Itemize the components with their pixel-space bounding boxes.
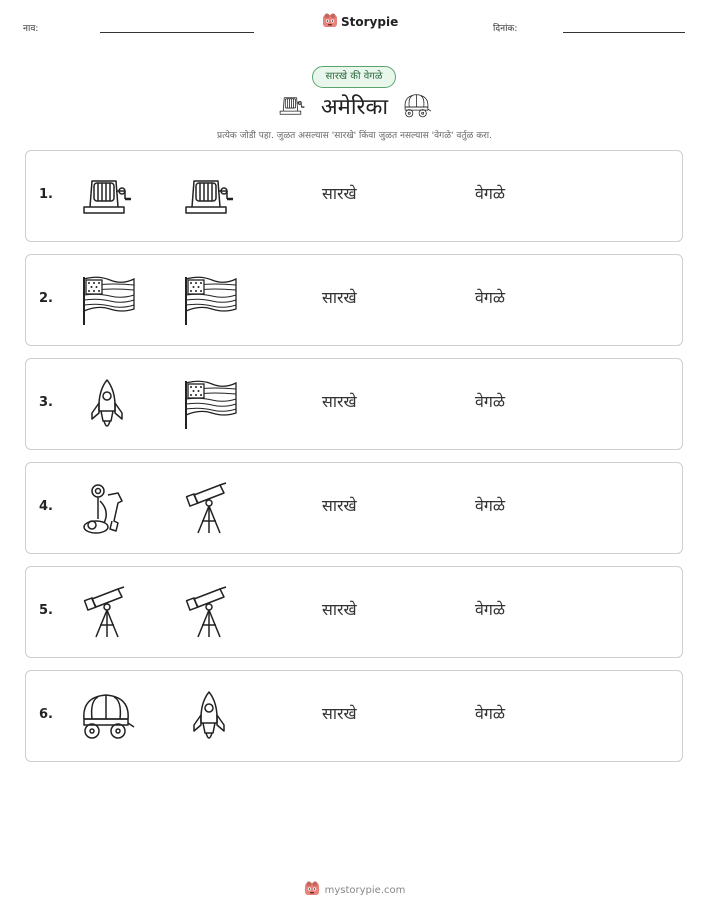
question-row <box>25 358 683 450</box>
option-same[interactable]: सारखे <box>322 496 357 515</box>
telescope-icon <box>180 481 238 537</box>
telescope-icon <box>180 585 238 641</box>
option-same[interactable]: सारखे <box>322 184 357 203</box>
us-flag-icon <box>180 273 238 329</box>
winch-icon <box>78 169 136 225</box>
option-different[interactable]: वेगळे <box>475 600 506 619</box>
storypie-logo-icon <box>322 12 338 32</box>
left-picture <box>78 377 136 433</box>
winch-icon <box>277 91 307 121</box>
question-row <box>25 254 683 346</box>
right-picture <box>180 169 238 225</box>
storypie-logo-icon <box>304 880 320 900</box>
option-same[interactable]: सारखे <box>322 704 357 723</box>
brand-name: Storypie <box>341 15 399 29</box>
option-same[interactable]: सारखे <box>322 600 357 619</box>
us-flag-icon <box>180 377 238 433</box>
left-picture <box>78 689 136 745</box>
option-same[interactable]: सारखे <box>322 288 357 307</box>
storypie-logo-icon <box>304 880 320 896</box>
page-title: अमेरिका <box>320 95 389 120</box>
question-number: 3. <box>39 395 53 410</box>
left-picture <box>78 169 136 225</box>
option-different[interactable]: वेगळे <box>475 704 506 723</box>
telescope-icon <box>78 585 136 641</box>
right-picture <box>180 689 238 745</box>
right-picture <box>180 481 238 537</box>
question-number: 4. <box>39 499 53 514</box>
question-number: 6. <box>39 707 53 722</box>
left-picture <box>78 585 136 641</box>
option-different[interactable]: वेगळे <box>475 392 506 411</box>
storypie-logo-icon <box>322 12 338 28</box>
worksheet-type-badge: सारखे की वेगळे <box>312 66 396 88</box>
name-label: नाव: <box>23 24 39 34</box>
question-number: 2. <box>39 291 53 306</box>
footer-site[interactable]: mystorypie.com <box>324 884 406 896</box>
us-flag-icon <box>78 273 136 329</box>
brand-logo <box>322 12 398 32</box>
option-different[interactable]: वेगळे <box>475 288 506 307</box>
option-same[interactable]: सारखे <box>322 392 357 411</box>
footer <box>0 880 709 900</box>
date-label: दिनांक: <box>493 24 518 34</box>
title-right-icon <box>402 91 432 121</box>
right-picture <box>180 273 238 329</box>
date-field-line[interactable] <box>563 32 685 33</box>
name-field-line[interactable] <box>100 32 254 33</box>
covered-wagon-icon <box>78 689 136 745</box>
question-row <box>25 462 683 554</box>
question-row <box>25 670 683 762</box>
question-number: 5. <box>39 603 53 618</box>
title-left-icon <box>277 91 307 121</box>
covered-wagon-icon <box>402 91 432 121</box>
winch-icon <box>180 169 238 225</box>
option-different[interactable]: वेगळे <box>475 184 506 203</box>
instructions: प्रत्येक जोडी पहा. जुळत असल्यास 'सारखे' किंवा जुळत नसल्यास 'वेगळे' वर्तुळ करा. <box>216 131 492 141</box>
option-different[interactable]: वेगळे <box>475 496 506 515</box>
right-picture <box>180 377 238 433</box>
question-number: 1. <box>39 187 53 202</box>
title-row <box>0 88 709 124</box>
candlestick-phone-icon <box>78 481 136 537</box>
question-row <box>25 566 683 658</box>
left-picture <box>78 273 136 329</box>
left-picture <box>78 481 136 537</box>
right-picture <box>180 585 238 641</box>
question-row <box>25 150 683 242</box>
rocket-icon <box>78 377 136 433</box>
rocket-icon <box>180 689 238 745</box>
